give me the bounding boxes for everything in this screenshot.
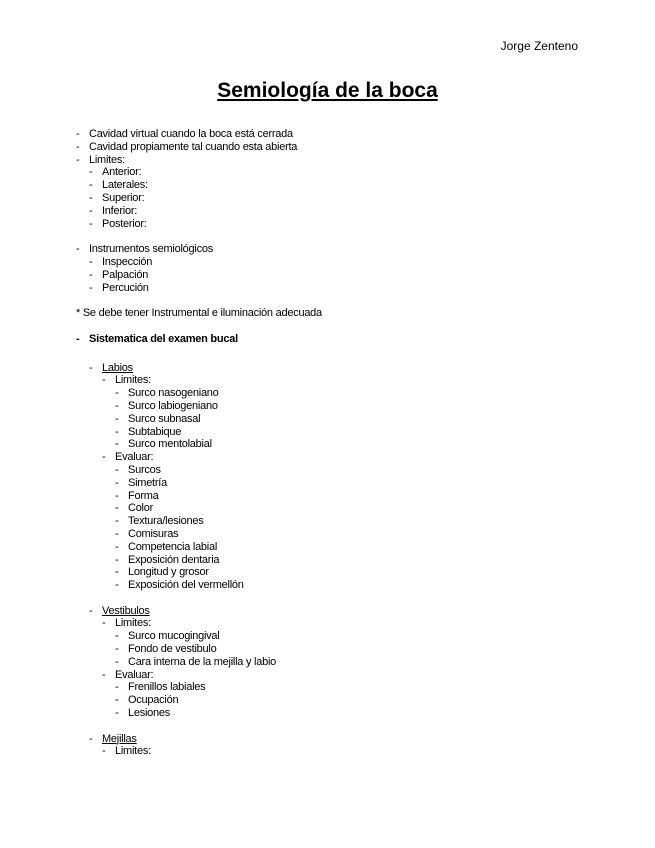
section-vestibulos [76, 605, 322, 720]
list-item: - Exposición del vermellón [115, 579, 244, 592]
list-item: - Inspección [89, 255, 153, 268]
group-label: - Evaluar: [102, 668, 154, 681]
intro-list [76, 128, 322, 230]
list-item: - Simetría [115, 476, 167, 489]
list-item: - Surco subnasal [115, 412, 201, 425]
list-item: - Laterales: [89, 179, 148, 192]
list-item: - Anterior: [89, 166, 142, 179]
list-item: - Color [115, 502, 154, 515]
list-item: - Superior: [89, 191, 145, 204]
list-item: - Cavidad propiamente tal cuando esta abierta [76, 140, 298, 153]
section-title: - Mejillas [89, 732, 137, 745]
list-item: - Forma [115, 489, 159, 502]
list-item: - Cavidad virtual cuando la boca está cerrada [76, 128, 293, 140]
document-body [76, 128, 322, 758]
page-title: Semiología de la boca [217, 79, 438, 102]
note-text: * Se debe tener Instrumental e iluminación adecuada [76, 307, 322, 320]
list-item: - Inferior: [89, 204, 138, 217]
section-labios [76, 362, 322, 592]
section-mejillas [76, 733, 322, 759]
list-item: - Posterior: [89, 217, 147, 230]
list-item: - Instrumentos semiológicos [76, 243, 213, 256]
list-item: - Competencia labial [115, 540, 218, 553]
group-label: - Limites: [102, 745, 151, 758]
list-item: - Lesiones [115, 707, 171, 720]
list-item: - Longitud y grosor [115, 566, 209, 579]
group-label: - Limites: [102, 374, 151, 387]
list-item: - Textura/lesiones [115, 515, 204, 528]
list-item: - Cara interna de la mejilla y labio [115, 655, 277, 668]
list-item: - Surco nasogeniano [115, 387, 219, 400]
list-item: - Surco labiogeniano [115, 399, 218, 412]
list-item: - Surco mentolabial [115, 438, 212, 451]
section-title: - Labios [89, 361, 133, 374]
list-item: - Percución [89, 281, 149, 294]
list-item: - Subtabique [115, 425, 182, 438]
author-name: Jorge Zenteno [500, 39, 578, 53]
section-heading: - Sistematica del examen bucal [76, 332, 238, 345]
list-item: - Palpación [89, 268, 149, 281]
list-item: - Comisuras [115, 527, 179, 540]
section-title: - Vestibulos [89, 604, 150, 617]
list-item: - Surcos [115, 463, 161, 476]
list-item: - Limites: [76, 153, 125, 166]
list-item: - Ocupación [115, 694, 179, 707]
list-item: - Exposición dentaria [115, 553, 220, 566]
instruments-list [76, 243, 322, 294]
list-item: - Surco mucogingival [115, 630, 220, 643]
group-label: - Evaluar: [102, 451, 154, 464]
group-label: - Limites: [102, 617, 151, 630]
list-item: - Frenillos labiales [115, 681, 206, 694]
list-item: - Fondo de vestibulo [115, 643, 217, 656]
